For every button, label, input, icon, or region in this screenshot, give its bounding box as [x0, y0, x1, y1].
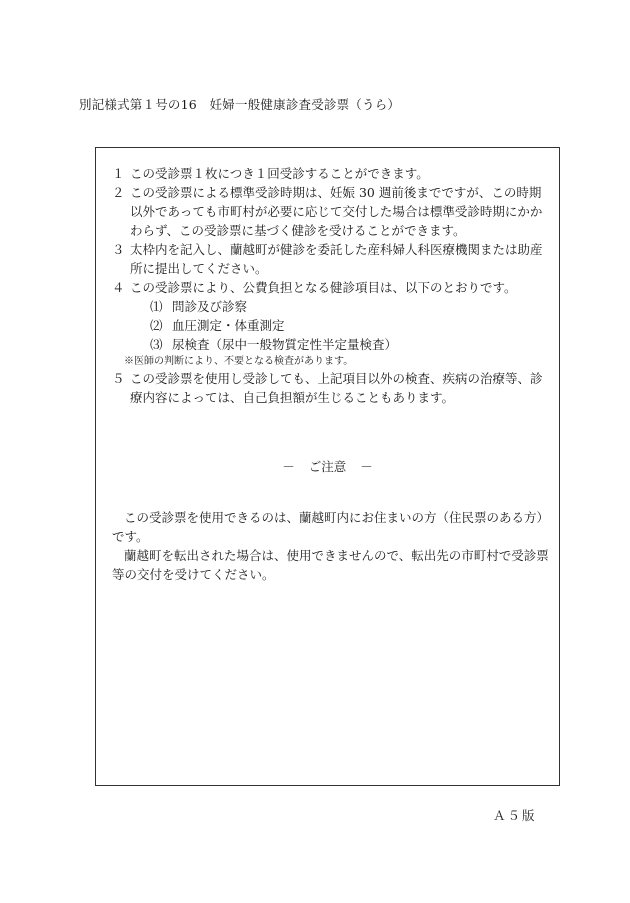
item-text: この受診票を使用し受診しても、上記項目以外の検査、疾病の治療等、診療内容によっては、自己負担額が生じることもあります。	[130, 371, 543, 405]
item-number: ５	[112, 371, 125, 386]
item-text: 太枠内を記入し、蘭越町が健診を委託した産科婦人科医療機関または助産所に提出してください。	[130, 242, 543, 276]
subitem-text: 問診及び診察	[172, 299, 248, 314]
instruction-list	[112, 164, 548, 407]
instruction-item-3	[112, 240, 548, 278]
item-text: この受診票により、公費負担となる健診項目は、以下のとおりです。	[130, 280, 517, 295]
subitem-text: 尿検査（尿中一般物質定性半定量検査）	[172, 337, 398, 352]
dash-left: －	[282, 459, 295, 474]
item-text: この受診票による標準受診時期は、妊娠 30 週前後までですが、この時期以外であっても市町村が必要に応じて交付した場合は標準受診時期にかかわらず、この受診票に基づく健診を受けることができます。	[130, 185, 543, 238]
notice-heading	[96, 457, 559, 475]
subitem-text: 血圧測定・体重測定	[172, 318, 285, 333]
item-text: この受診票１枚につき１回受診することができます。	[130, 166, 429, 181]
item-number: １	[112, 166, 125, 181]
checkup-item-3	[112, 335, 548, 354]
notice-paragraph-2: 蘭越町を転出された場合は、使用できませんので、転出先の市町村で受診票等の交付を受けてください。	[112, 548, 549, 582]
dash-right: －	[360, 459, 373, 474]
notice-paragraph-1: この受診票を使用できるのは、蘭越町内にお住まいの方（住民票のある方）です。	[112, 510, 550, 544]
instructions-box	[95, 147, 560, 786]
instruction-item-2	[112, 183, 548, 240]
form-title: 別記様式第１号の16 妊婦一般健康診査受診票（うら）	[79, 97, 401, 112]
doctor-judgment-note: ※医師の判断により、不要となる検査があります。	[124, 356, 354, 367]
checkup-item-2	[112, 316, 548, 335]
paper-size-label: Ａ５版	[493, 808, 537, 823]
item-number: ３	[112, 242, 125, 257]
subitem-number: ⑵	[150, 318, 163, 333]
notice-title: ご注意	[308, 459, 347, 474]
subitem-number: ⑶	[150, 337, 163, 352]
item-number: ２	[112, 185, 125, 200]
notice-body	[112, 508, 552, 584]
instruction-item-5	[112, 369, 548, 407]
checkup-item-1	[112, 297, 548, 316]
subitem-number: ⑴	[150, 299, 163, 314]
instruction-item-1	[112, 164, 548, 183]
instruction-item-4	[112, 278, 548, 297]
item-number: ４	[112, 280, 125, 295]
